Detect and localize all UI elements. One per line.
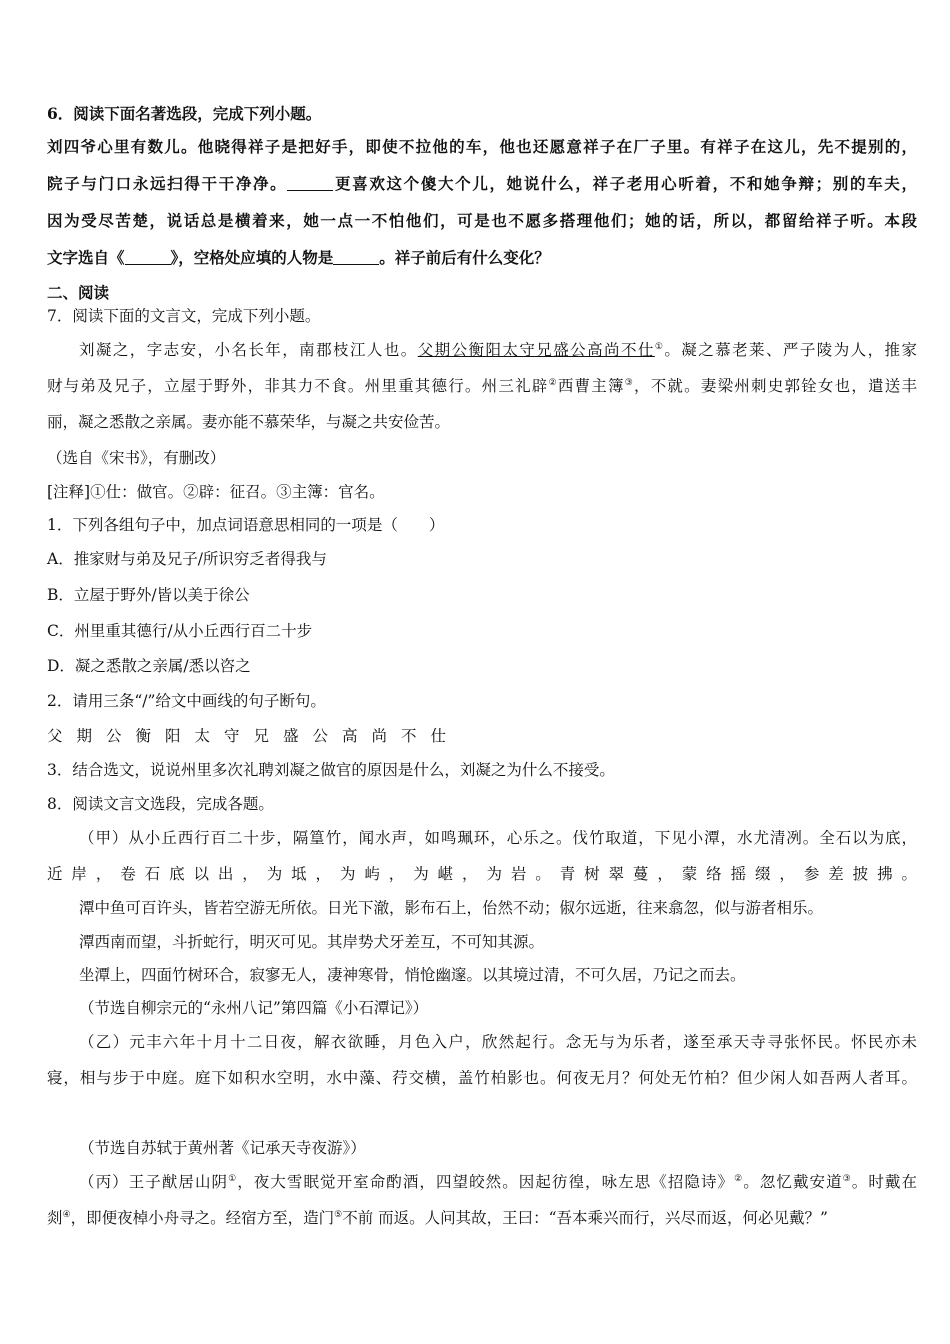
option-c: C．州里重其德行/从小丘西行百二十步 (47, 622, 313, 640)
underlined-sentence: 父期公衡阳太守兄盛公高尚不仕 (417, 341, 655, 359)
q7-passage-line-3: 丽，凝之悉散之亲属。妻亦能不慕荣华，与凝之共安俭苦。 (47, 413, 451, 431)
q8-jia-line-2: 近岸，卷石底以出，为坻，为屿，为嵁，为岩。青树翠蔓，蒙络摇缀，参差披拂。 (47, 865, 917, 883)
sentence-to-punctuate: 父期公衡阳太守兄盛公高尚不仕 (47, 727, 461, 745)
q6-paragraph-line-3: 因为受尽苦楚，说话总是横着来，她一点一不怕他们，可是也不愿多搭理他们；她的话，所以，都留给祥子听。本段 (47, 211, 917, 230)
q8-jia-line-5: 坐潭上，四面竹树环合，寂寥无人，凄神寒骨，悄怆幽邃。以其境过清，不可久居，乃记之而去。 (79, 966, 746, 984)
q8-bing-line-1: （丙）王子猷居山阴①，夜大雪眠觉开室命酌酒，四望皎然。因起彷徨，咏左思《招隐诗》②。忽忆戴安道③。时戴在 (79, 1173, 917, 1191)
q7-passage-line-1: 刘凝之，字志安，小名长年，南郡枝江人也。父期公衡阳太守兄盛公高尚不仕①。凝之慕老莱、严子陵为人，推家 (79, 341, 917, 359)
fill-blank (333, 250, 379, 265)
q7-prompt: 7．阅读下面的文言文，完成下列小题。 (47, 307, 321, 325)
option-d: D．凝之悉散之亲属/悉以咨之 (47, 657, 251, 675)
fill-blank (287, 176, 333, 191)
q8-bing-line-2: 剡④，即便夜棹小舟寻之。经宿方至，造门⑤不前 而返。人问其故，王曰：“吾本乘兴而行，兴尽而返，何必见戴？” (47, 1209, 828, 1227)
q7-source: （选自《宋书》，有删改） (47, 449, 226, 467)
q7-subquestion-2: 2．请用三条“/”给文中画线的句子断句。 (47, 692, 326, 710)
q8-yi-line-1: （乙）元丰六年十月十二日夜，解衣欲睡，月色入户，欣然起行。念无与为乐者，遂至承天寺寻张怀民。怀民亦未 (79, 1033, 917, 1051)
q8-prompt: 8．阅读文言文选段，完成各题。 (47, 795, 274, 813)
q8-jia-line-1: （甲）从小丘西行百二十步，隔篁竹，闻水声，如鸣珮环，心乐之。伐竹取道，下见小潭，水尤清冽。全石以为底， (79, 829, 917, 847)
q6-paragraph-line-1: 刘四爷心里有数儿。他晓得祥子是把好手，即使不拉他的车，他也还愿意祥子在厂子里。有祥子在这儿，先不提别的， (47, 137, 917, 156)
q6-paragraph-line-4: 文字选自《 》，空格处应填的人物是 。祥子前后有什么变化？ (47, 248, 550, 267)
option-a: A．推家财与弟及兄子/所识穷乏者得我与 (47, 550, 327, 568)
q6-paragraph-line-2: 院子与门口永远扫得干干净净。 更喜欢这个傻大个儿，她说什么，祥子老用心听着，不和她争辩；别的车夫， (47, 174, 917, 193)
q7-subquestion-3: 3．结合选文，说说州里多次礼聘刘凝之做官的原因是什么，刘凝之为什么不接受。 (47, 761, 615, 779)
section-heading: 二、阅读 (47, 283, 110, 302)
q8-jia-source: （节选自柳宗元的“永州八记”第四篇《小石潭记》） (79, 999, 429, 1017)
q6-prompt: 6．阅读下面名著选段，完成下列小题。 (47, 104, 322, 123)
q7-notes: [注释]①仕：做官。②辟：征召。③主簿：官名。 (47, 483, 385, 501)
q7-subquestion-1: 1．下列各组句子中，加点词语意思相同的一项是（ ） (47, 516, 445, 534)
q8-jia-line-4: 潭西南而望，斗折蛇行，明灭可见。其岸势犬牙差互，不可知其源。 (79, 933, 545, 951)
q8-yi-line-2: 寝，相与步于中庭。庭下如积水空明，水中藻、荇交横，盖竹柏影也。何夜无月？何处无竹柏？但少闲人如吾两人者耳。 (47, 1069, 917, 1087)
q8-yi-source: （节选自苏轼于黄州著《记承天寺夜游》） (79, 1139, 366, 1157)
option-b: B．立屋于野外/皆以美于徐公 (47, 586, 250, 604)
q7-passage-line-2: 财与弟及兄子，立屋于野外，非其力不食。州里重其德行。州三礼辟②西曹主簿③，不就。妻梁州刺史郭铨女也，遣送丰 (47, 377, 917, 395)
fill-blank (125, 250, 171, 265)
q8-jia-line-3: 潭中鱼可百许头，皆若空游无所依。日光下澈，影布石上，佁然不动；俶尔远逝，往来翕忽，似与游者相乐。 (79, 899, 824, 917)
